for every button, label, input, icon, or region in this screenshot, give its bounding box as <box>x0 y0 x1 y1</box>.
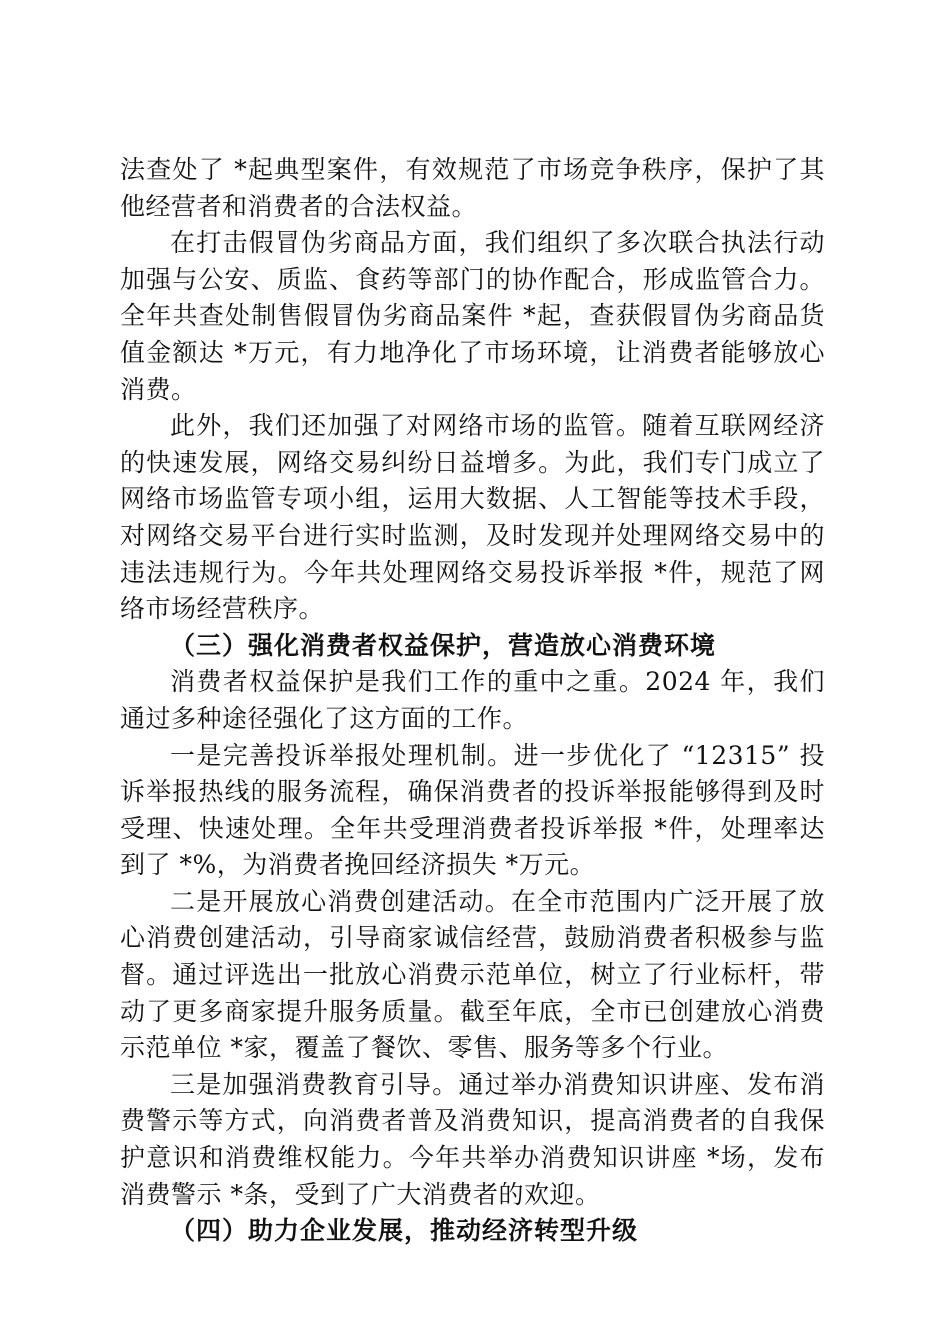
paragraph-continuation: 法查处了 *起典型案件，有效规范了市场竞争秩序，保护了其他经营者和消费者的合法权益。 <box>120 155 825 221</box>
paragraph-consumer-intro: 消费者权益保护是我们工作的重中之重。2024 年，我们通过多种途径强化了这方面的工作。 <box>120 667 825 733</box>
paragraph-complaint-mechanism: 一是完善投诉举报处理机制。进一步优化了 “12315” 投诉举报热线的服务流程，确保消费者的投诉举报能够得到及时受理、快速处理。全年共受理消费者投诉举报 *件，处理率达到了 *%，为消费者挽回经济损失 *万元。 <box>120 740 825 880</box>
section-heading-consumer-protection: （三）强化消费者权益保护，营造放心消费环境 <box>170 630 717 660</box>
paragraph-online-market: 此外，我们还加强了对网络市场的监管。随着互联网经济的快速发展，网络交易纠纷日益增多。为此，我们专门成立了网络市场监管专项小组，运用大数据、人工智能等技术手段，对网络交易平台进行实时监测，及时发现并处理网络交易中的违法违规行为。今年共处理网络交易投诉举报 *件，规范了网络市场经营秩序。 <box>120 411 825 624</box>
paragraph-assured-consumption: 二是开展放心消费创建活动。在全市范围内广泛开展了放心消费创建活动，引导商家诚信经营，鼓励消费者积极参与监督。通过评选出一批放心消费示范单位，树立了行业标杆，带动了更多商家提升服务质量。截至年底，全市已创建放心消费示范单位 *家，覆盖了餐饮、零售、服务等多个行业。 <box>120 886 825 1063</box>
paragraph-counterfeit-crackdown: 在打击假冒伪劣商品方面，我们组织了多次联合执法行动加强与公安、质监、食药等部门的协作配合，形成监管合力。全年共查处制售假冒伪劣商品案件 *起，查获假冒伪劣商品货值金额达 *万元，有力地净化了市场环境，让消费者能够放心消费。 <box>120 228 825 404</box>
section-heading-enterprise-development: （四）助力企业发展，推动经济转型升级 <box>170 1216 639 1246</box>
paragraph-consumer-education: 三是加强消费教育引导。通过举办消费知识讲座、发布消费警示等方式，向消费者普及消费知识，提高消费者的自我保护意识和消费维权能力。今年共举办消费知识讲座 *场，发布消费警示 *条，受到了广大消费者的欢迎。 <box>120 1069 825 1209</box>
document-body <box>120 152 825 1250</box>
